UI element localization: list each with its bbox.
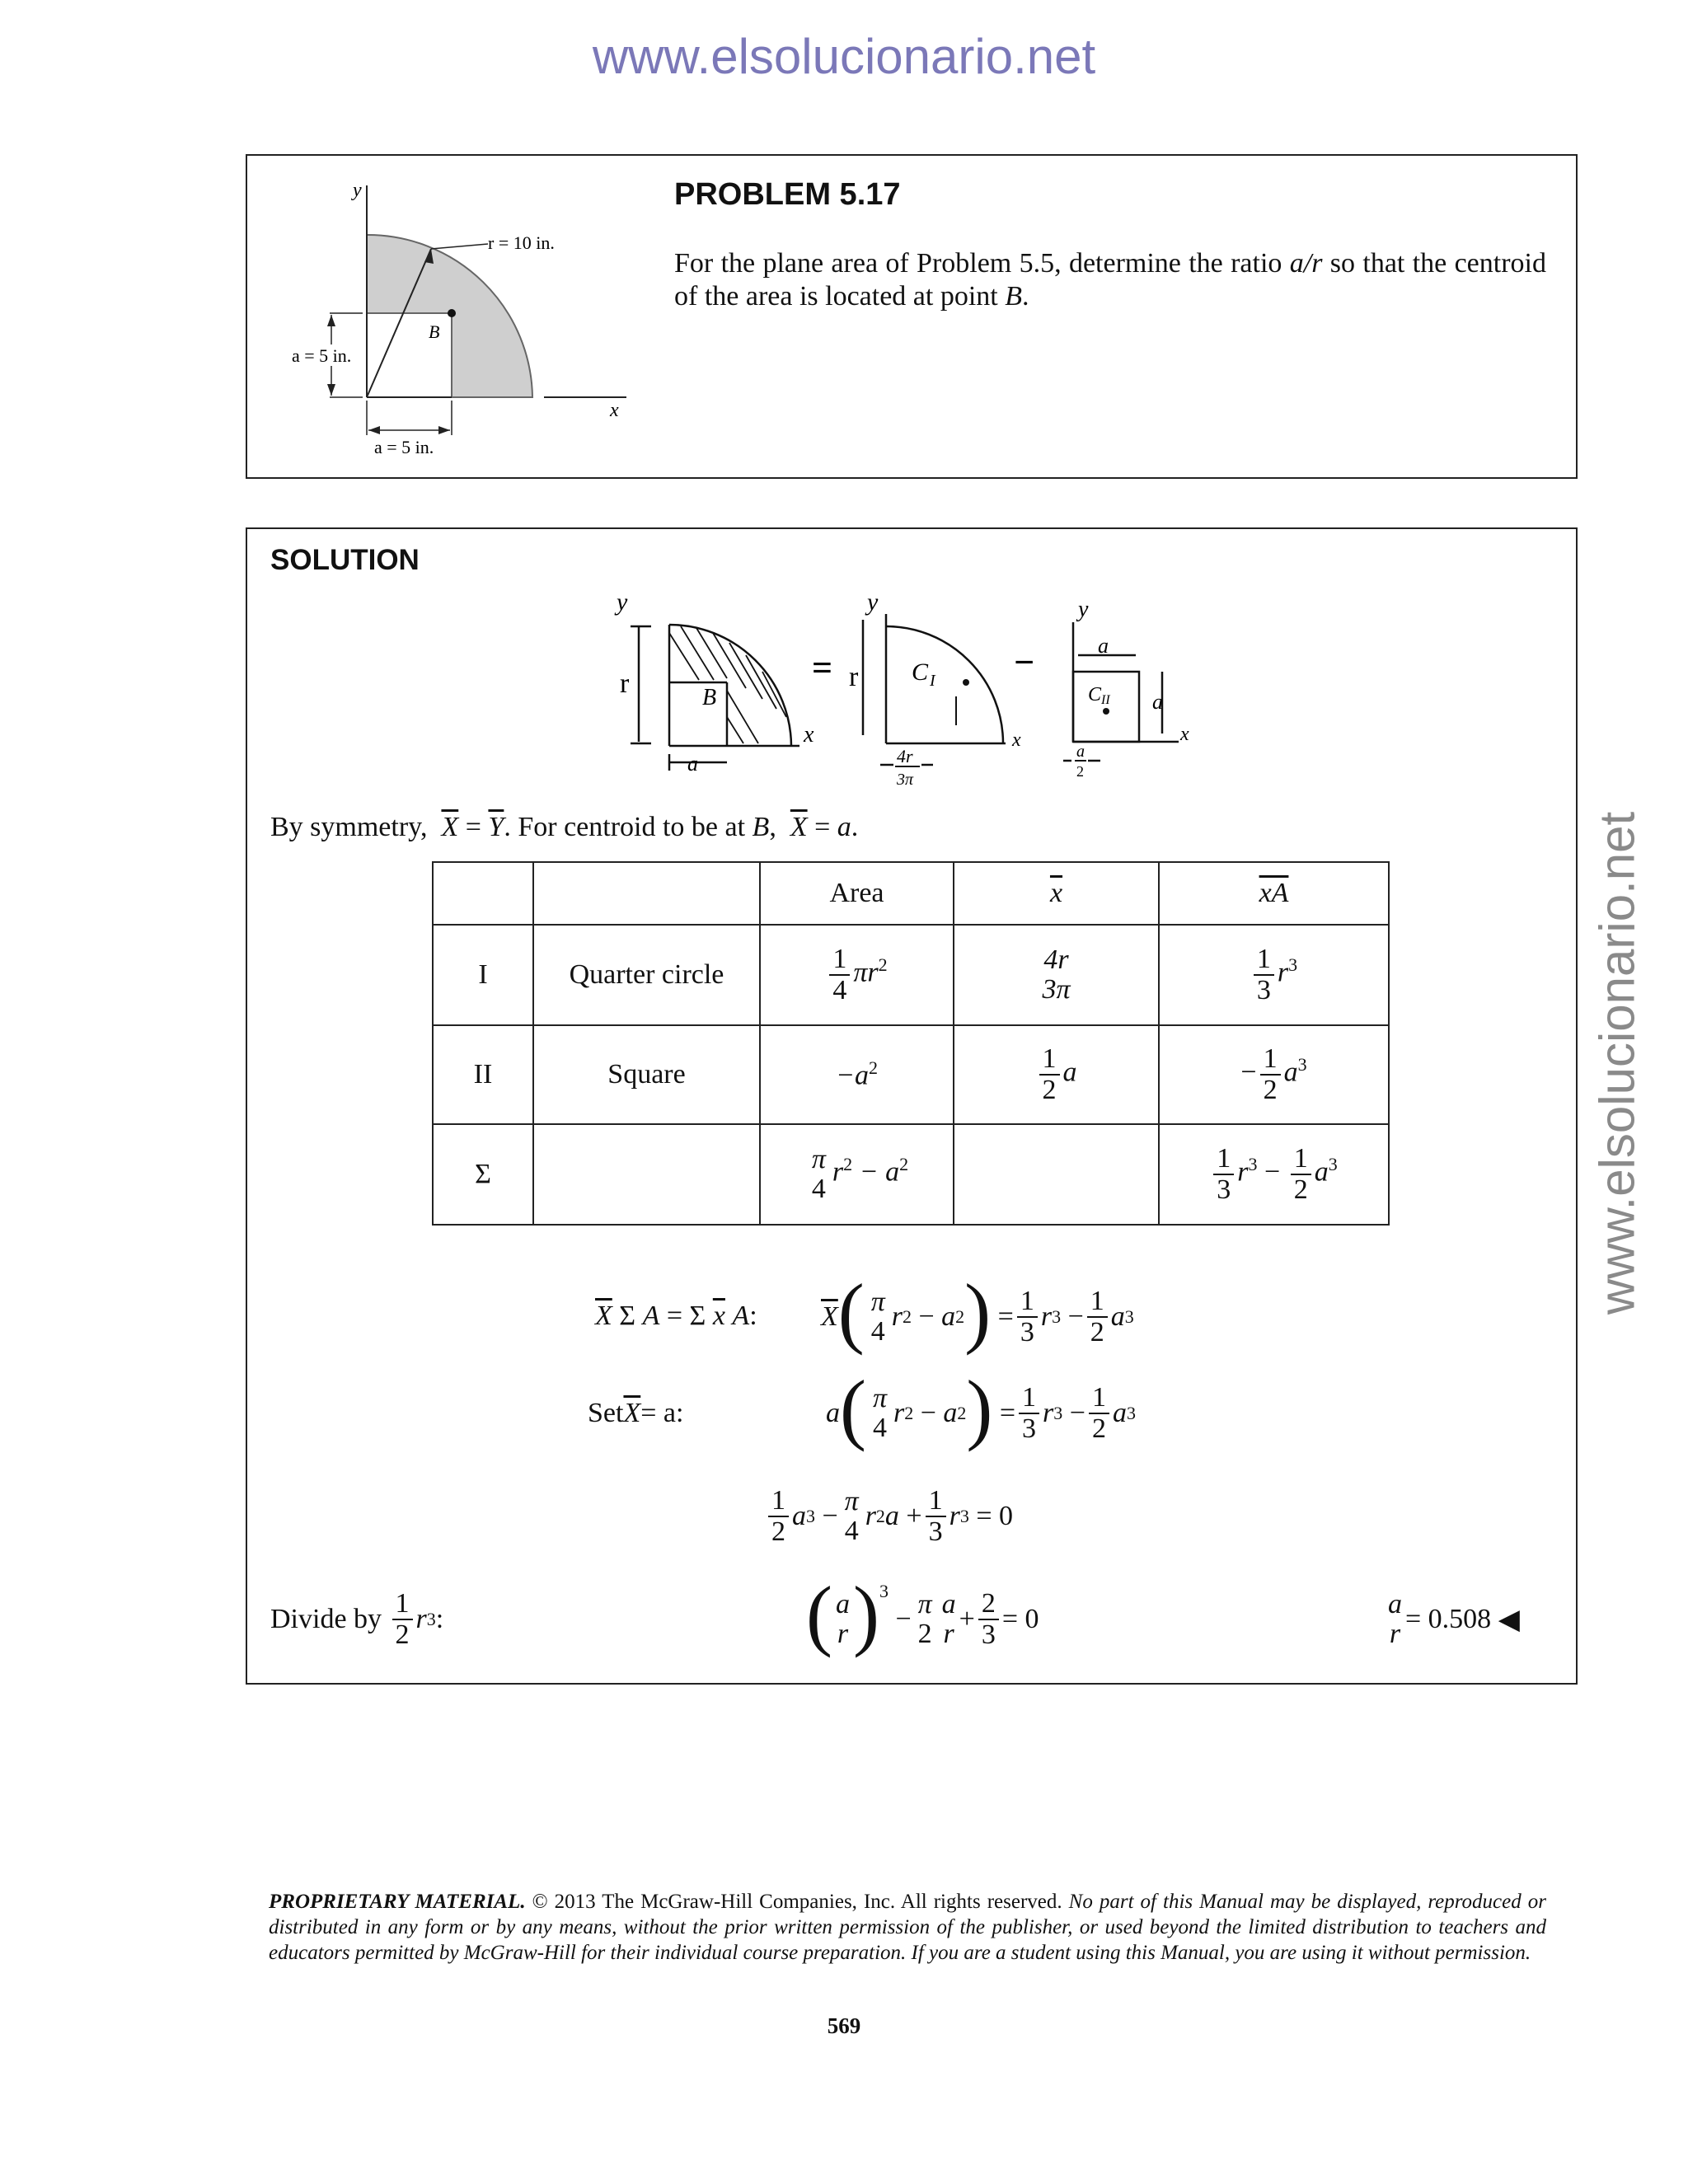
- svg-text:−: −: [1014, 642, 1035, 682]
- svg-text:B: B: [702, 685, 717, 710]
- svg-text:3π: 3π: [897, 771, 914, 789]
- eq3: $\frac{1}{2}$ a 3 − π 4 r 2 a + $\frac{1}{3}$ r 3 = 0: [765, 1471, 1013, 1562]
- problem-text: For the plane area of Problem 5.5, determine the ratio a/r so that the centroid of the area is located at point B.: [674, 248, 1546, 312]
- table-row: II Square $-a^2$ $\frac{1}{2}$ a − $\frac{1}{2}$ $a^3$: [433, 1025, 1389, 1124]
- table-header: [433, 862, 533, 925]
- svg-text:r: r: [620, 668, 630, 699]
- svg-text:a: a: [687, 752, 698, 776]
- fig-a-vertical: a = 5 in.: [292, 345, 352, 366]
- table-header: [533, 862, 760, 925]
- table-header: $\overline{x}$: [954, 862, 1159, 925]
- eq2-body: a ( π 4 r 2 − a 2 ) = $\frac{1}{3}$ r 3 − $\frac{1}{2}$ a 3: [826, 1364, 1136, 1452]
- problem-figure: [280, 173, 643, 470]
- svg-text:x: x: [1180, 724, 1189, 745]
- svg-text:r: r: [849, 662, 859, 692]
- eq1-body: $\overline{X}$ ( π 4 r 2 − a 2 ) = $\frac{1}{3}$ r 3 − $\frac{1}{2}$ a 3: [821, 1268, 1134, 1356]
- solution-title: SOLUTION: [270, 544, 420, 576]
- fig-y-label: y: [353, 180, 362, 201]
- svg-text:2: 2: [1076, 763, 1084, 780]
- eq4-body: ( a r ) $^3$ − π 2 a r + $\frac{2}{3}$ = 0: [806, 1570, 1039, 1658]
- svg-text:y: y: [867, 593, 879, 616]
- symmetry-line: By symmetry, $\overline{X} = \overline{Y}$. For centroid to be at B, $\overline{X} = a$.: [270, 812, 859, 842]
- svg-text:y: y: [1078, 597, 1089, 622]
- table-row: I Quarter circle $\frac{1}{4}$ $\pi r^2$ 4r 3π $\frac{1}{3}$ $r^3$: [433, 925, 1389, 1025]
- eq4-label: Divide by $\frac{1}{2}$ r 3 :: [270, 1588, 444, 1650]
- problem-title: PROBLEM 5.17: [674, 177, 901, 212]
- svg-text:a: a: [1076, 743, 1085, 761]
- table-header: $\overline{xA}$: [1159, 862, 1389, 925]
- table-header: Area: [760, 862, 954, 925]
- svg-text:C: C: [912, 658, 929, 686]
- svg-text:II: II: [1101, 693, 1110, 707]
- fig-x-label: x: [610, 400, 619, 421]
- answer-marker-icon: ◀: [1498, 1605, 1520, 1635]
- svg-text:x: x: [1012, 729, 1021, 751]
- svg-text:C: C: [1088, 684, 1102, 705]
- eq2-label: Set $\overline{X}$ = a:: [588, 1398, 684, 1428]
- svg-text:=: =: [812, 648, 833, 688]
- svg-text:a: a: [1098, 634, 1109, 658]
- watermark-top: www.elsolucionario.net: [592, 29, 1096, 84]
- fig-a-horizontal: a = 5 in.: [374, 437, 434, 457]
- svg-text:I: I: [930, 672, 935, 690]
- page-number: 569: [827, 2013, 861, 2038]
- svg-text:a: a: [1152, 690, 1163, 714]
- watermark-side: www.elsolucionario.net: [1589, 811, 1645, 1315]
- svg-text:y: y: [617, 593, 628, 616]
- eq1-label: $\overline{X}$ Σ A = Σ $\overline{x}$ A :: [595, 1301, 757, 1331]
- fig-b-label: B: [429, 321, 440, 342]
- footer-copyright: PROPRIETARY MATERIAL. © 2013 The McGraw-Hill Companies, Inc. All rights reserved. No part of this Manual may be displayed, reproduced or distributed in any form or by any means, without the prior written permission of the publisher, or used beyond the limited distribution to teachers and educators permitted by McGraw-Hill for their individual course preparation. If you are a student using this Manual, you are using it without permission.: [269, 1891, 1546, 1964]
- answer: a r = 0.508 ◀: [1388, 1589, 1520, 1649]
- centroid-table: [432, 861, 1390, 1226]
- solution-sketch: [602, 593, 1228, 799]
- fig-r-label: r = 10 in.: [488, 232, 555, 253]
- svg-text:4r: 4r: [897, 746, 913, 766]
- table-row: Σ π 4 $r^2 - a^2$ $\frac{1}{3}$ $r^3$ − $\frac{1}{2}$ $a^3$: [433, 1124, 1389, 1225]
- svg-text:x: x: [804, 722, 814, 748]
